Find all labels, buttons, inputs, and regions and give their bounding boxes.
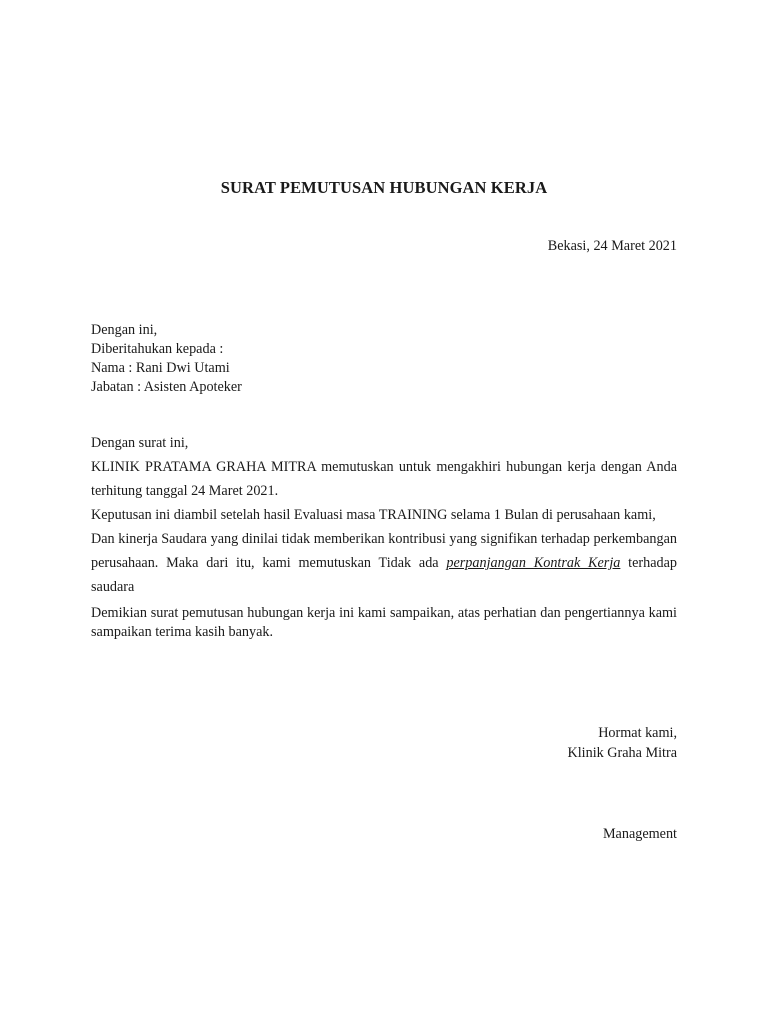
letter-title: SURAT PEMUTUSAN HUBUNGAN KERJA — [220, 178, 548, 197]
recipient-position: Jabatan : Asisten Apoteker — [91, 379, 242, 395]
recipient-block — [91, 321, 677, 397]
body-performance-tail: terhadap saudara — [91, 555, 677, 595]
contract-extension-emphasis: perpanjangan Kontrak Kerja — [446, 555, 621, 571]
body-performance-text: Dan kinerja Saudara yang dinilai tidak memberikan kontribusi yang signifikan terhadap perkembangan perusahaan. Maka dari itu, kami memutuskan Tidak ada — [91, 531, 677, 571]
letter-closing: Demikian surat pemutusan hubungan kerja ini kami sampaikan, atas perhatian dan pengertiannya kami sampaikan terima kasih banyak. — [91, 605, 677, 640]
signoff-signatory: Management — [602, 826, 677, 842]
body-reason: Keputusan ini diambil setelah hasil Evaluasi masa TRAINING selama 1 Bulan di perusahaan kami, — [91, 507, 656, 523]
letter-body — [91, 431, 677, 599]
recipient-notice: Diberitahukan kepada : — [91, 341, 224, 357]
signoff-organization: Klinik Graha Mitra — [567, 745, 677, 761]
signoff-block — [567, 723, 677, 763]
letter-date: Bekasi, 24 Maret 2021 — [547, 238, 677, 254]
signoff-salutation: Hormat kami, — [598, 725, 677, 741]
recipient-name: Nama : Rani Dwi Utami — [91, 360, 230, 376]
body-opening: Dengan surat ini, — [91, 435, 189, 451]
body-decision: KLINIK PRATAMA GRAHA MITRA memutuskan untuk mengakhiri hubungan kerja dengan Anda terhitung tanggal 24 Maret 2021. — [91, 459, 677, 499]
recipient-intro: Dengan ini, — [91, 322, 158, 338]
body-performance — [91, 527, 677, 599]
